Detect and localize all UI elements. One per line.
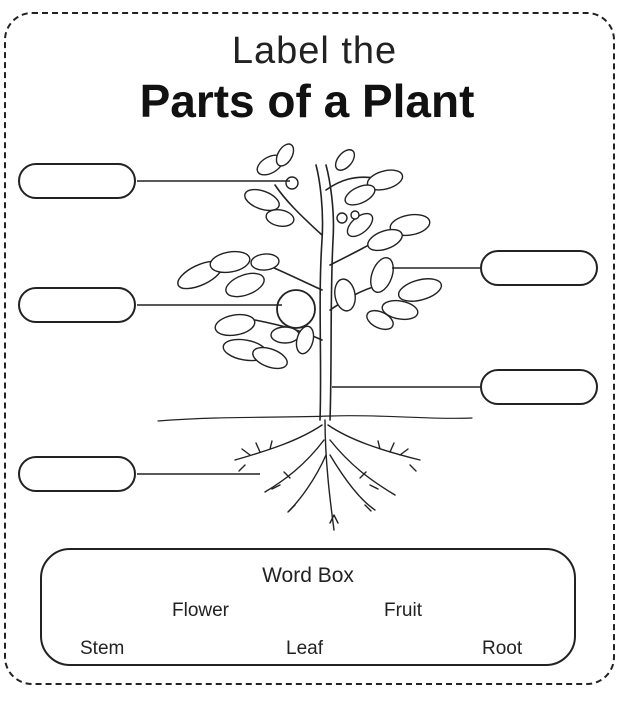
label-answer-box-1[interactable] <box>18 163 136 199</box>
word-box <box>40 548 576 666</box>
title-line-2: Parts of a Plant <box>139 75 475 127</box>
word-box-title: Word Box <box>262 564 354 587</box>
word-root: Root <box>482 638 523 659</box>
label-answer-box-4[interactable] <box>480 250 598 286</box>
label-answer-box-5[interactable] <box>480 369 598 405</box>
word-stem: Stem <box>80 638 125 659</box>
label-answer-box-2[interactable] <box>18 287 136 323</box>
label-answer-box-3[interactable] <box>18 456 136 492</box>
word-flower: Flower <box>172 600 230 621</box>
word-leaf: Leaf <box>286 638 323 659</box>
word-fruit: Fruit <box>384 600 422 621</box>
title-line-1: Label the <box>231 30 398 72</box>
